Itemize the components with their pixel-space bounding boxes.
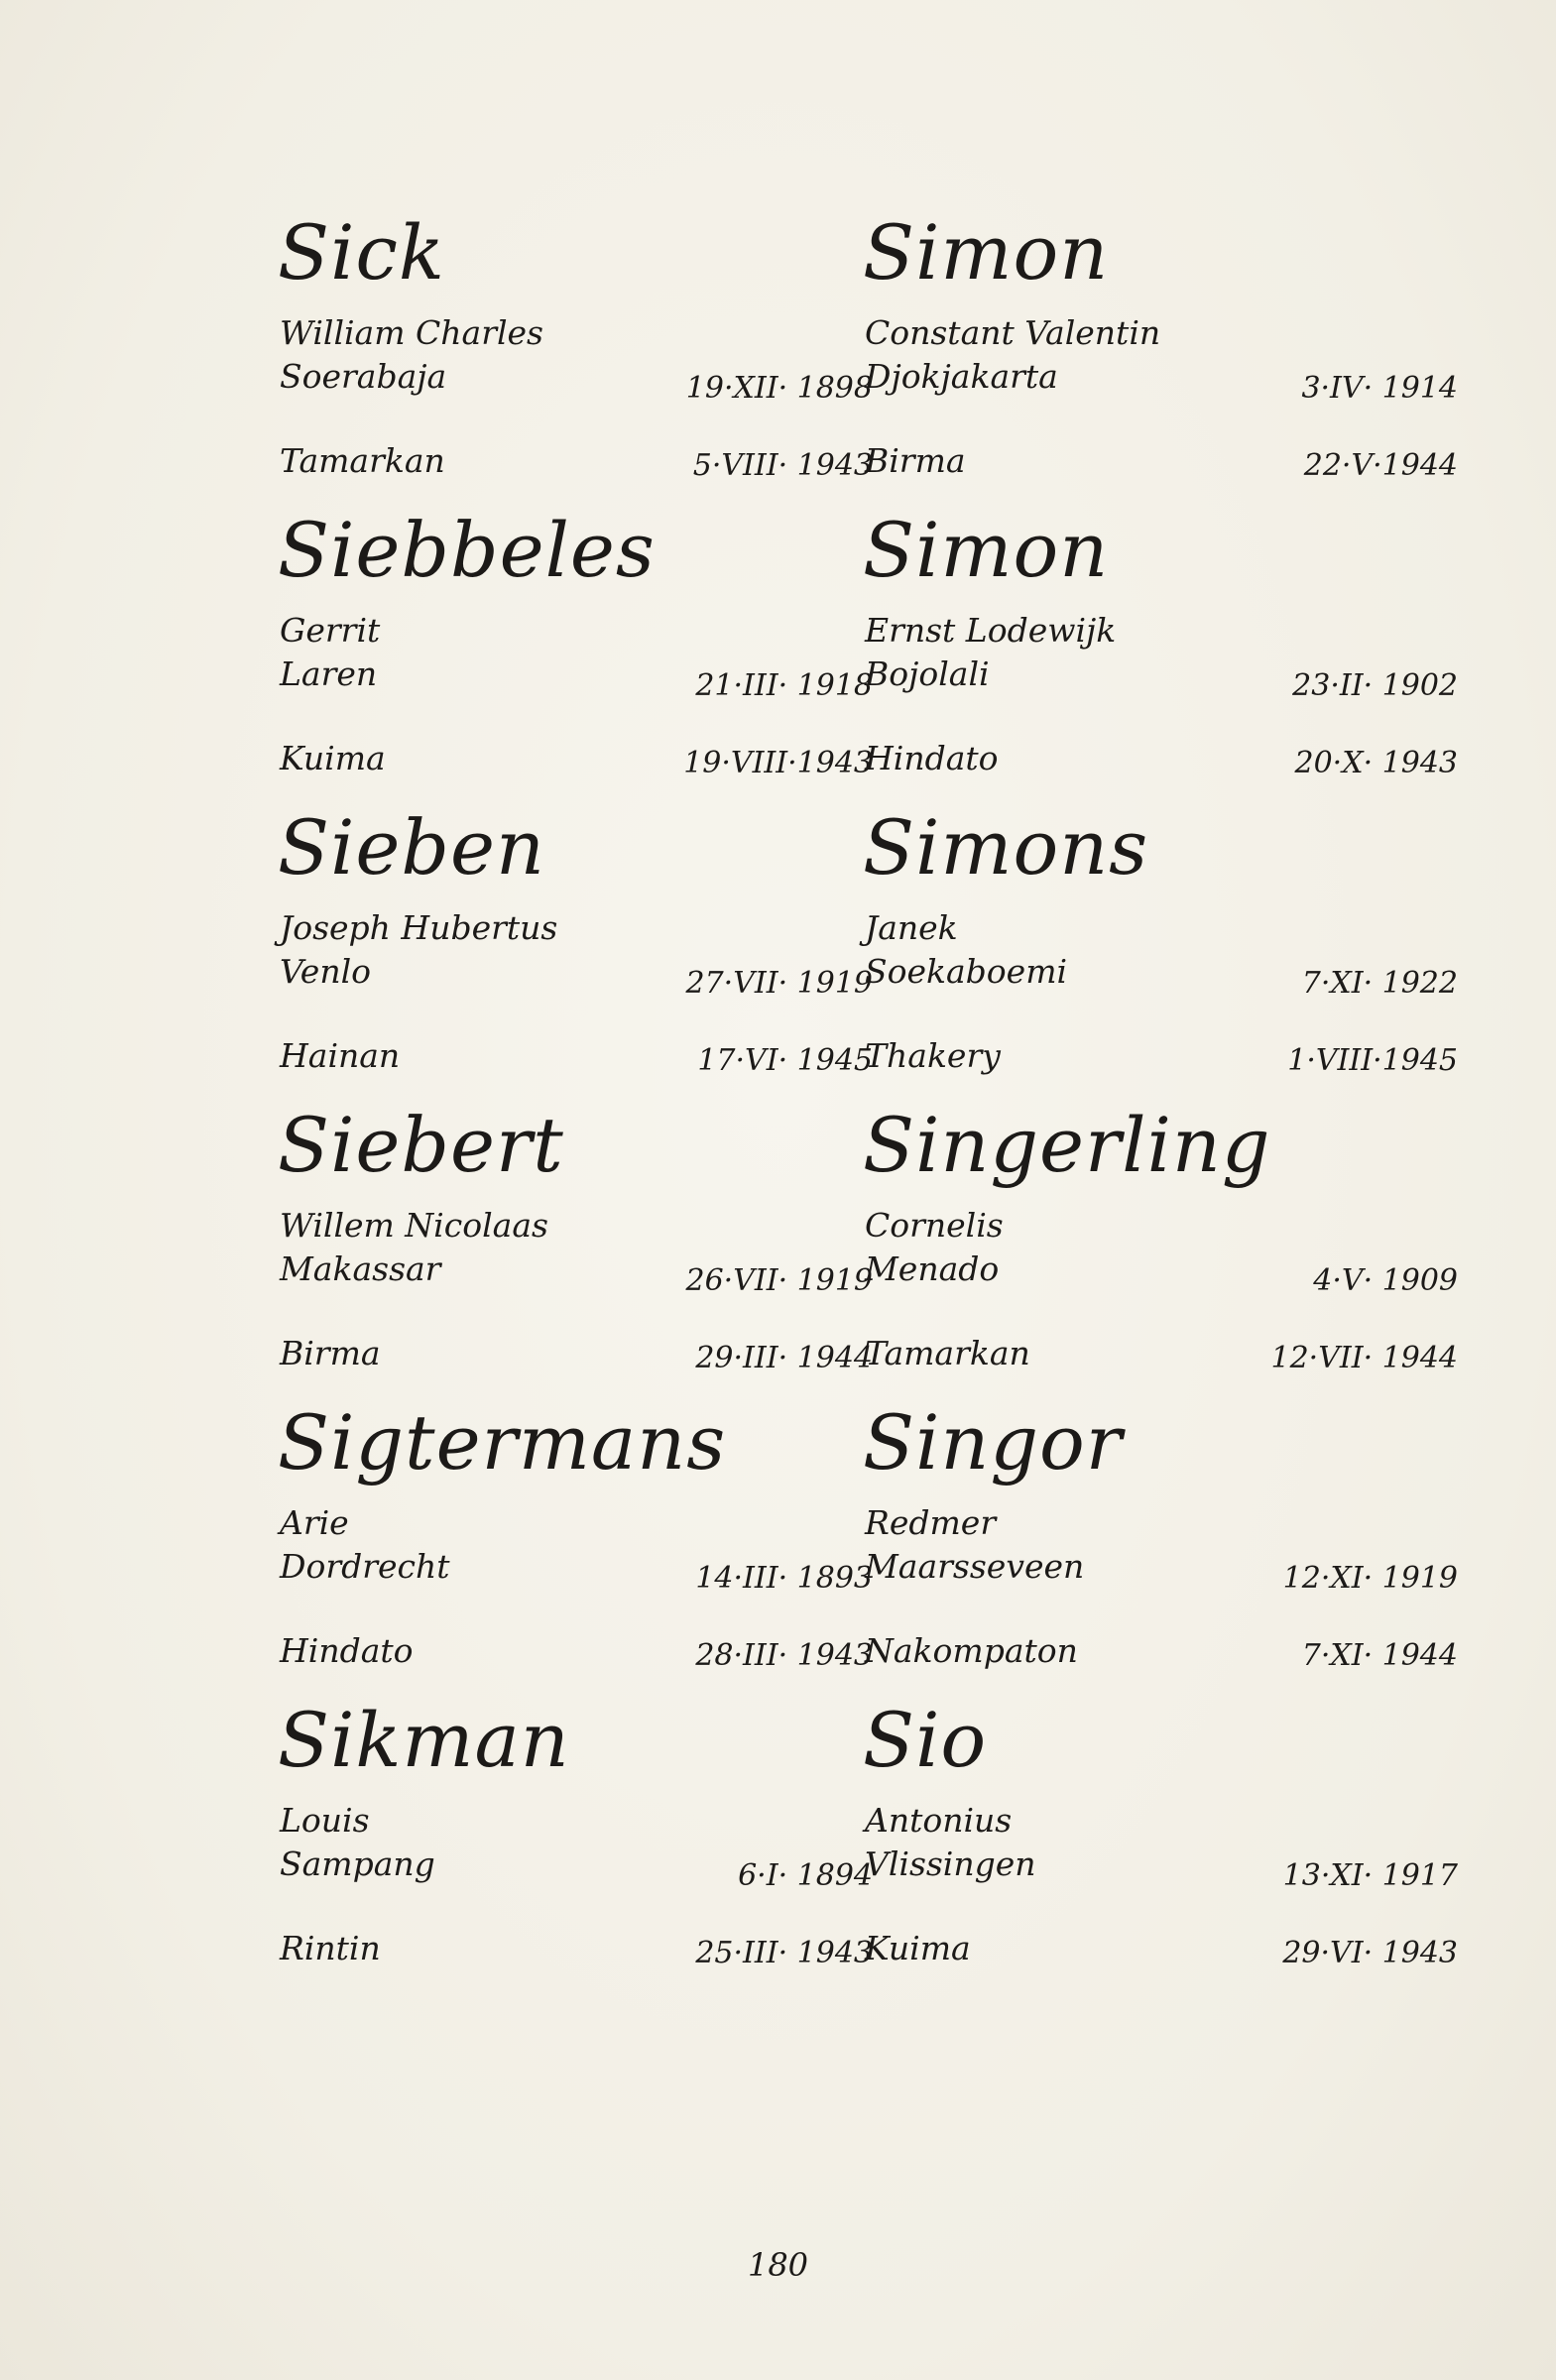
- birthdate: 3·IV· 1914: [1301, 371, 1458, 406]
- deathdate: 22·V·1944: [1303, 448, 1458, 483]
- birthplace: Menado: [865, 1250, 1000, 1288]
- given-names: Janek: [865, 908, 958, 947]
- deathdate: 17·VI· 1945: [697, 1043, 873, 1078]
- given-names: Arie: [280, 1503, 349, 1542]
- deathplace: Hindato: [865, 739, 999, 777]
- deathplace: Rintin: [280, 1929, 381, 1967]
- given-names: Constant Valentin: [865, 313, 1161, 352]
- birthplace: Maarsseveen: [865, 1547, 1085, 1586]
- page-number: 180: [747, 2246, 809, 2284]
- deathdate: 28·III· 1943: [695, 1638, 873, 1673]
- given-names: Ernst Lodewijk: [865, 611, 1117, 650]
- surname: Siebert: [278, 1101, 564, 1189]
- birthplace: Bojolali: [865, 654, 990, 693]
- right-column: [863, 208, 1458, 1993]
- birthplace: Laren: [280, 654, 378, 693]
- deathdate: 20·X· 1943: [1294, 746, 1458, 780]
- surname: Siebbeles: [278, 506, 656, 594]
- surname: Sick: [278, 208, 445, 297]
- surname: Simon: [863, 208, 1110, 297]
- entry-sieben: [278, 803, 873, 1101]
- birthplace: Venlo: [280, 952, 372, 991]
- entry-singor: [863, 1398, 1458, 1696]
- deathdate: 29·VI· 1943: [1282, 1936, 1458, 1970]
- deathplace: Tamarkan: [865, 1334, 1030, 1372]
- surname: Simon: [863, 506, 1110, 594]
- birthdate: 19·XII· 1898: [685, 371, 873, 406]
- given-names: Gerrit: [280, 611, 381, 650]
- deathdate: 19·VIII·1943: [683, 746, 873, 780]
- given-names: Willem Nicolaas: [280, 1206, 548, 1245]
- deathplace: Birma: [280, 1334, 381, 1372]
- deathdate: 7·XI· 1944: [1301, 1638, 1458, 1673]
- surname: Singerling: [863, 1101, 1271, 1189]
- birthdate: 14·III· 1893: [695, 1561, 873, 1596]
- entry-simon-constant: [863, 208, 1458, 506]
- birthplace: Djokjakarta: [865, 357, 1058, 396]
- birthplace: Soekaboemi: [865, 952, 1068, 991]
- entry-sikman: [278, 1696, 873, 1993]
- birthdate: 23·II· 1902: [1292, 668, 1458, 703]
- surname: Singor: [863, 1398, 1124, 1487]
- birthplace: Dordrecht: [280, 1547, 450, 1586]
- deathplace: Kuima: [865, 1929, 971, 1967]
- entry-sio: [863, 1696, 1458, 1993]
- birthdate: 6·I· 1894: [738, 1858, 873, 1893]
- deathplace: Hainan: [280, 1036, 401, 1075]
- birthdate: 21·III· 1918: [695, 668, 873, 703]
- deathdate: 25·III· 1943: [695, 1936, 873, 1970]
- birthdate: 27·VII· 1919: [685, 966, 873, 1001]
- deathplace: Tamarkan: [280, 441, 445, 480]
- birthplace: Soerabaja: [280, 357, 447, 396]
- deathplace: Birma: [865, 441, 966, 480]
- birthdate: 7·XI· 1922: [1301, 966, 1458, 1001]
- left-column: [278, 208, 873, 1993]
- deathplace: Nakompaton: [865, 1631, 1078, 1670]
- deathdate: 12·VII· 1944: [1270, 1341, 1458, 1375]
- given-names: William Charles: [280, 313, 543, 352]
- given-names: Cornelis: [865, 1206, 1004, 1245]
- entry-sick: [278, 208, 873, 506]
- entry-simons: [863, 803, 1458, 1101]
- deathplace: Hindato: [280, 1631, 414, 1670]
- given-names: Redmer: [865, 1503, 997, 1542]
- deathdate: 29·III· 1944: [695, 1341, 873, 1375]
- deathdate: 5·VIII· 1943: [692, 448, 873, 483]
- birthplace: Makassar: [280, 1250, 441, 1288]
- birthplace: Vlissingen: [865, 1844, 1036, 1883]
- entry-simon-ernst: [863, 506, 1458, 803]
- surname: Sikman: [278, 1696, 570, 1784]
- given-names: Joseph Hubertus: [280, 908, 558, 947]
- deathplace: Thakery: [865, 1036, 1001, 1075]
- birthdate: 13·XI· 1917: [1282, 1858, 1458, 1893]
- given-names: Antonius: [865, 1801, 1013, 1840]
- entry-siebbeles: [278, 506, 873, 803]
- surname: Sigtermans: [278, 1398, 727, 1487]
- entry-sigtermans: [278, 1398, 873, 1696]
- birthdate: 26·VII· 1919: [685, 1263, 873, 1298]
- deathplace: Kuima: [280, 739, 386, 777]
- birthdate: 12·XI· 1919: [1282, 1561, 1458, 1596]
- entry-siebert: [278, 1101, 873, 1398]
- entry-singerling: [863, 1101, 1458, 1398]
- birthplace: Sampang: [280, 1844, 435, 1883]
- birthdate: 4·V· 1909: [1313, 1263, 1458, 1298]
- surname: Simons: [863, 803, 1149, 892]
- surname: Sio: [863, 1696, 988, 1784]
- surname: Sieben: [278, 803, 545, 892]
- deathdate: 1·VIII·1945: [1287, 1043, 1458, 1078]
- given-names: Louis: [280, 1801, 370, 1840]
